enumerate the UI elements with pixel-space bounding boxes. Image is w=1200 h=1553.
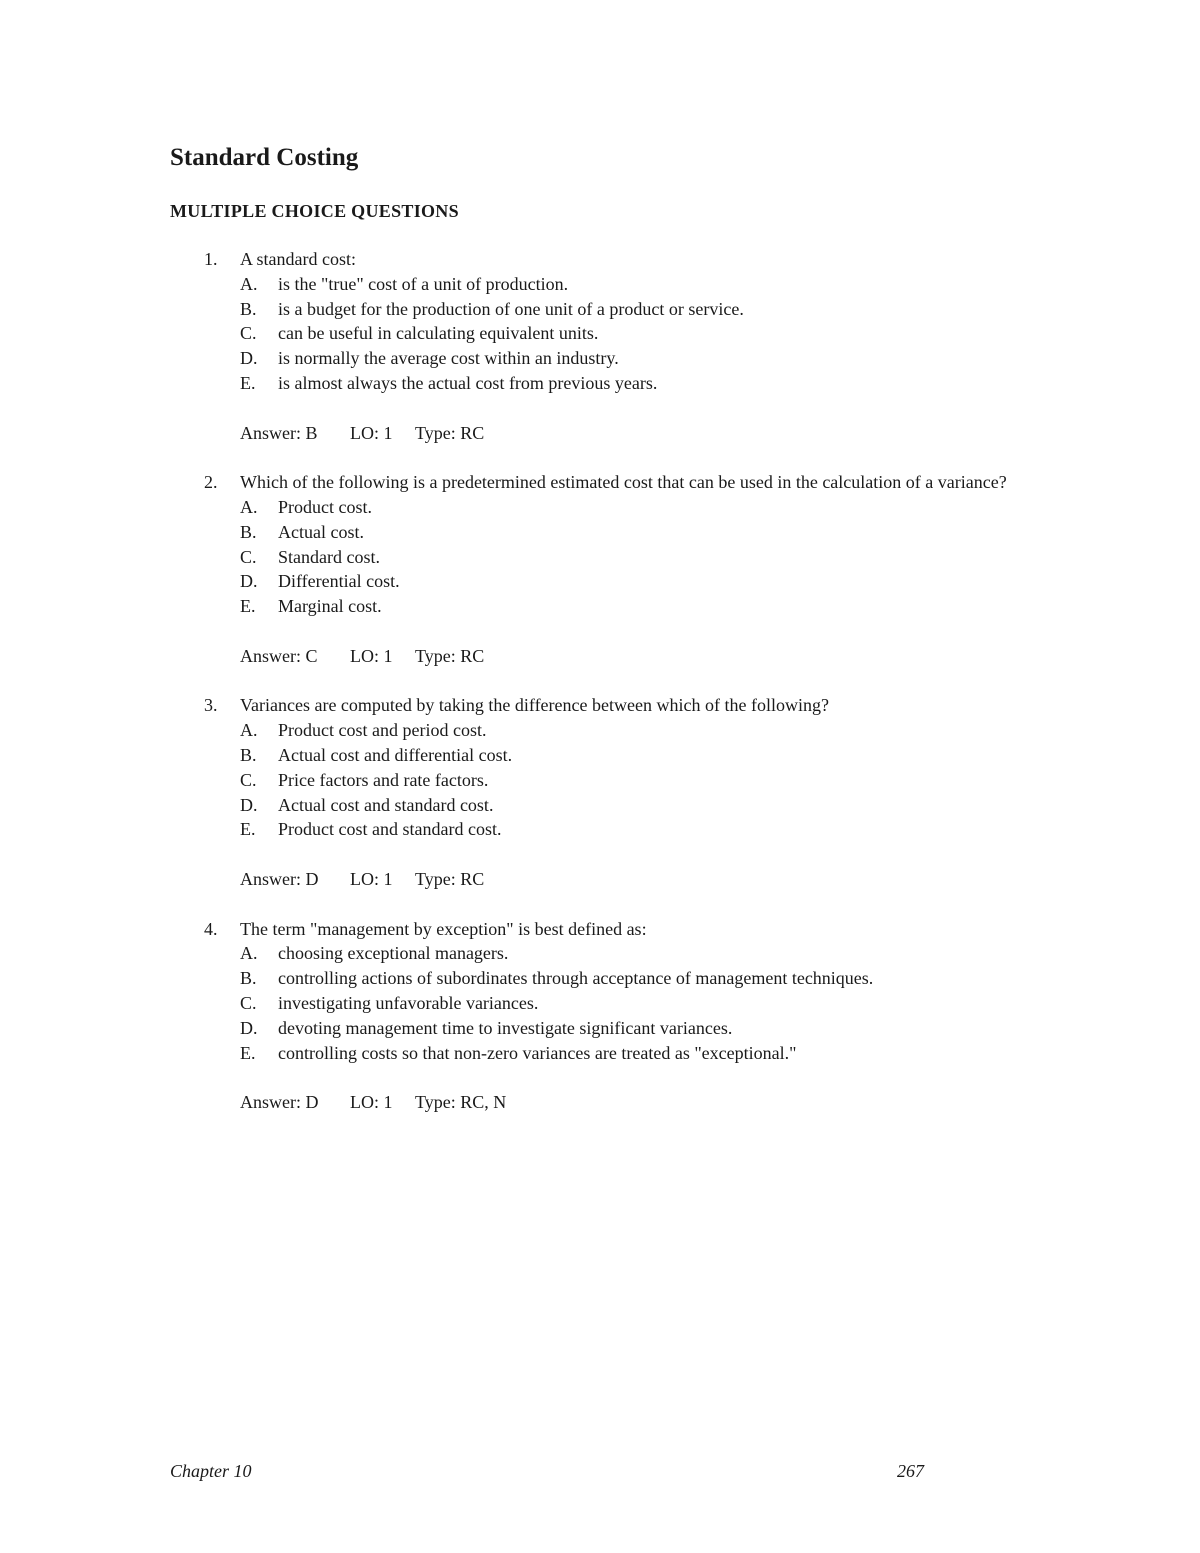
option-text: is a budget for the production of one unit of a product or service. <box>278 298 744 319</box>
option-b <box>0 297 1200 322</box>
option-text: is normally the average cost within an industry. <box>278 348 619 369</box>
option-c <box>0 768 1200 793</box>
footer-chapter: Chapter 10 <box>170 1461 252 1481</box>
option-letter: C. <box>240 992 257 1013</box>
question-text: The term "management by exception" is best defined as: <box>240 918 647 939</box>
option-text: Actual cost and standard cost. <box>278 794 494 815</box>
question-text: Which of the following is a predetermined estimated cost that can be used in the calculation of a variance? <box>240 472 1007 493</box>
option-a <box>0 941 1200 966</box>
option-letter: B. <box>240 968 257 989</box>
option-c <box>0 321 1200 346</box>
option-b <box>0 743 1200 768</box>
answer-key: Answer: D <box>240 1092 319 1113</box>
learning-objective: LO: 1 <box>350 1092 393 1113</box>
option-text: Differential cost. <box>278 571 400 592</box>
question-number: 4. <box>204 918 218 939</box>
question-3 <box>0 693 1200 891</box>
answer-key: Answer: B <box>240 422 318 443</box>
option-d <box>0 1016 1200 1041</box>
option-letter: B. <box>240 521 257 542</box>
answer-key: Answer: C <box>240 645 318 666</box>
question-stem <box>0 247 1200 272</box>
section-heading: MULTIPLE CHOICE QUESTIONS <box>170 201 459 221</box>
question-type: Type: RC, N <box>415 1092 507 1113</box>
option-list <box>0 718 1200 842</box>
option-letter: E. <box>240 819 256 840</box>
question-1 <box>0 247 1200 445</box>
option-b <box>0 966 1200 991</box>
question-list <box>0 247 1200 1140</box>
question-number: 3. <box>204 695 218 716</box>
option-c <box>0 545 1200 570</box>
option-letter: A. <box>240 496 258 517</box>
question-type: Type: RC <box>415 645 485 666</box>
learning-objective: LO: 1 <box>350 645 393 666</box>
option-e <box>0 1041 1200 1066</box>
option-letter: D. <box>240 348 258 369</box>
learning-objective: LO: 1 <box>350 868 393 889</box>
option-d <box>0 793 1200 818</box>
option-letter: C. <box>240 769 257 790</box>
option-d <box>0 569 1200 594</box>
option-letter: D. <box>240 1017 258 1038</box>
option-text: investigating unfavorable variances. <box>278 992 539 1013</box>
option-list <box>0 941 1200 1065</box>
option-text: is almost always the actual cost from previous years. <box>278 372 658 393</box>
option-a <box>0 495 1200 520</box>
option-a <box>0 718 1200 743</box>
question-stem <box>0 470 1200 495</box>
answer-line <box>0 421 1200 446</box>
option-letter: C. <box>240 546 257 567</box>
question-number: 2. <box>204 472 218 493</box>
option-text: Product cost and period cost. <box>278 720 487 741</box>
option-list <box>0 495 1200 619</box>
question-number: 1. <box>204 249 218 269</box>
option-text: Marginal cost. <box>278 596 382 617</box>
option-letter: E. <box>240 372 256 393</box>
option-text: Actual cost. <box>278 521 364 542</box>
option-letter: A. <box>240 273 258 294</box>
option-list <box>0 272 1200 396</box>
option-letter: B. <box>240 298 257 319</box>
question-type: Type: RC <box>415 422 485 443</box>
option-letter: D. <box>240 571 258 592</box>
option-text: can be useful in calculating equivalent units. <box>278 323 599 344</box>
option-a <box>0 272 1200 297</box>
question-2 <box>0 470 1200 668</box>
option-text: Actual cost and differential cost. <box>278 744 513 765</box>
option-e <box>0 817 1200 842</box>
answer-line <box>0 867 1200 892</box>
question-stem <box>0 693 1200 718</box>
option-text: is the "true" cost of a unit of production. <box>278 273 569 294</box>
option-letter: D. <box>240 794 258 815</box>
question-type: Type: RC <box>415 868 485 889</box>
option-text: Product cost and standard cost. <box>278 819 502 840</box>
option-text: Product cost. <box>278 496 372 517</box>
option-letter: C. <box>240 323 257 344</box>
option-b <box>0 520 1200 545</box>
option-d <box>0 346 1200 371</box>
answer-key: Answer: D <box>240 868 319 889</box>
learning-objective: LO: 1 <box>350 422 393 443</box>
footer-page-number: 267 <box>897 1461 924 1481</box>
question-text: A standard cost: <box>240 249 356 269</box>
option-text: devoting management time to investigate significant variances. <box>278 1017 733 1038</box>
option-letter: A. <box>240 720 258 741</box>
option-letter: B. <box>240 744 257 765</box>
option-letter: A. <box>240 943 258 964</box>
page-title: Standard Costing <box>170 144 359 171</box>
option-e <box>0 594 1200 619</box>
question-text: Variances are computed by taking the difference between which of the following? <box>240 695 829 716</box>
answer-line <box>0 1090 1200 1115</box>
question-4 <box>0 917 1200 1115</box>
answer-line <box>0 644 1200 669</box>
option-letter: E. <box>240 1042 256 1063</box>
option-e <box>0 371 1200 396</box>
option-text: controlling costs so that non-zero variances are treated as "exceptional." <box>278 1042 797 1063</box>
option-text: Standard cost. <box>278 546 380 567</box>
option-letter: E. <box>240 596 256 617</box>
option-c <box>0 991 1200 1016</box>
option-text: choosing exceptional managers. <box>278 943 509 964</box>
question-stem <box>0 917 1200 942</box>
option-text: controlling actions of subordinates through acceptance of management techniques. <box>278 968 874 989</box>
option-text: Price factors and rate factors. <box>278 769 489 790</box>
